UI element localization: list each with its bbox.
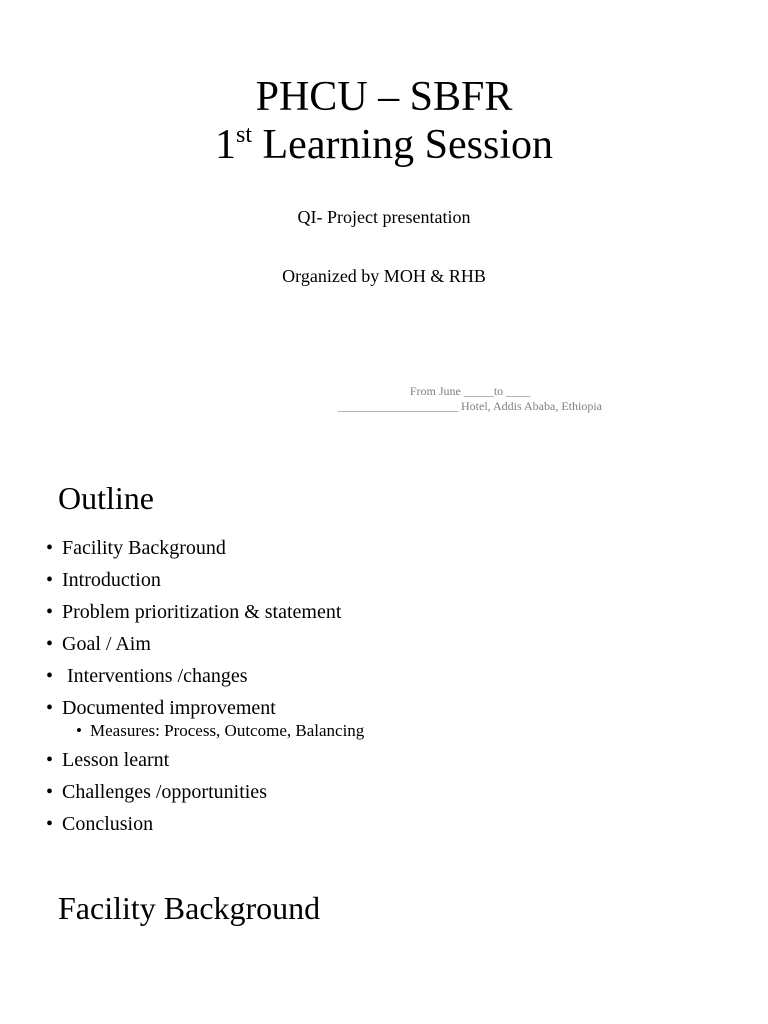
- outline-item-introduction: • Introduction: [46, 564, 364, 596]
- outline-list: [46, 532, 364, 840]
- date-line: From June _____to ____: [409, 384, 531, 398]
- outline-heading: Outline: [58, 480, 154, 516]
- subtitle-ordinal-suffix: st: [236, 122, 253, 148]
- outline-item-challenges: • Challenges /opportunities: [46, 776, 364, 808]
- outline-sub-list-wrapper: [46, 718, 364, 744]
- facility-background-heading: Facility Background: [58, 890, 321, 926]
- venue-line: ____________________ Hotel, Addis Ababa, Ethiopia: [338, 399, 602, 413]
- subtitle-ordinal: 1: [215, 122, 237, 168]
- organizer-text: Organized by MOH & RHB: [282, 266, 486, 286]
- outline-item-documented-improvement: • Documented improvement: [46, 692, 364, 724]
- subtitle-text: Learning Session: [252, 122, 553, 168]
- outline-sub-item-measures: • Measures: Process, Outcome, Balancing: [76, 718, 364, 744]
- facility-background-slide: [0, 880, 768, 1024]
- slide-title: PHCU – SBFR: [255, 74, 513, 120]
- outline-slide: [0, 460, 768, 870]
- outline-item-conclusion: • Conclusion: [46, 808, 364, 840]
- outline-item-problem-prioritization: • Problem prioritization & statement: [46, 596, 364, 628]
- title-slide: [0, 0, 768, 440]
- outline-item-facility-background: • Facility Background: [46, 532, 364, 564]
- slide-subtitle: [0, 120, 768, 170]
- outline-item-goal-aim: • Goal / Aim: [46, 628, 364, 660]
- outline-item-interventions: • Interventions /changes: [46, 660, 364, 692]
- outline-sub-list: [46, 718, 364, 744]
- presentation-type: QI- Project presentation: [297, 207, 471, 227]
- outline-item-lesson-learnt: • Lesson learnt: [46, 744, 364, 776]
